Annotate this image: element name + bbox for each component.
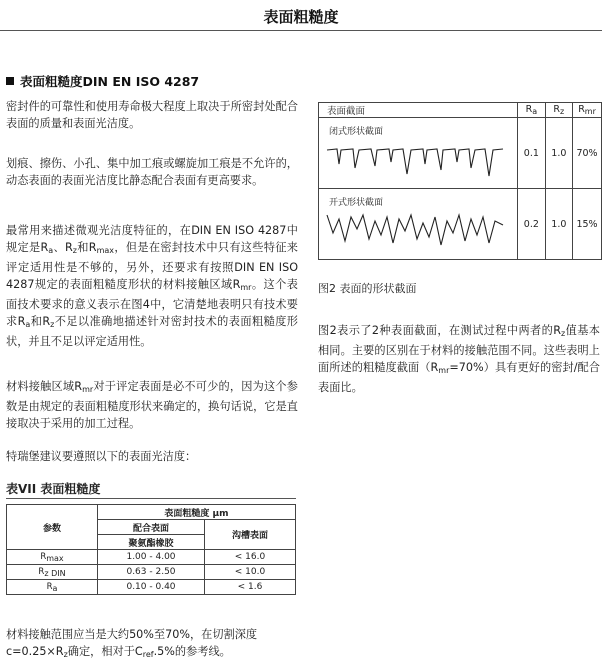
figure-col-rmr: $R_{mr}$ [573, 103, 602, 118]
figure-caption: 图2 表面的形状截面 [318, 282, 417, 295]
mating-cell: 1.00 - 4.00 [98, 550, 205, 565]
open-ra-value: 0.2 [518, 189, 545, 260]
param-cell: $R_{max}$ [7, 550, 98, 565]
figure-col-ra: $R_a$ [518, 103, 545, 118]
col-param-header: 参数 [7, 505, 98, 550]
table-row [7, 565, 296, 580]
param-cell: $R_{z DIN}$ [7, 565, 98, 580]
mating-cell: 0.10 - 0.40 [98, 580, 205, 595]
mating-cell: 0.63 - 2.50 [98, 565, 205, 580]
paragraph-material-contact: 材料接触区域$R_{mr}$对于评定表面是必不可少的，因为这个参数是由规定的表面粗糙度形状来确定的，换句话说，它是直接取决于采用的加工过程。 [6, 380, 298, 430]
figure-col-rz: $R_z$ [545, 103, 572, 118]
profile-figure-table [318, 102, 602, 260]
groove-cell: < 16.0 [205, 550, 296, 565]
paragraph-reliability: 密封件的可靠性和使用寿命极大程度上取决于所密封处配合表面的质量和表面光洁度。 [6, 100, 298, 130]
title-divider [0, 30, 602, 31]
open-rz-value: 1.0 [545, 189, 572, 260]
groove-cell: < 10.0 [205, 565, 296, 580]
paragraph-contact-range: 材料接触范围应当是大约50%至70%，在切割深度$c=0.25\times R_z$确定，相对于$C_{ref}.5\%$的参考线。 [6, 628, 258, 659]
figure-header-label: 表面截面 [319, 103, 518, 118]
closed-profile-label: 闭式形状截面 [329, 127, 384, 137]
table-title: 表VII 表面粗糙度 [6, 482, 101, 496]
section-heading-text: 表面粗糙度DIN EN ISO 4287 [20, 74, 200, 89]
col-material-header: 聚氨酯橡胶 [98, 535, 205, 550]
closed-ra-value: 0.1 [518, 118, 545, 189]
roughness-table [6, 504, 296, 595]
paragraph-figure-explanation: 图2表示了2种表面截面，在测试过程中两者的$R_z$值基本相同。主要的区别在于材料的接触范围不同。这些表明上面所述的粗糙度截面$(R_{mr}=70\%)$具有更好的密封/配合表面比。 [318, 324, 600, 394]
table-row [7, 580, 296, 595]
param-cell: $R_a$ [7, 580, 98, 595]
paragraph-defects: 划痕、擦伤、小孔、集中加工痕或螺旋加工痕是不允许的，动态表面的表面光洁度比静态配合表面有更高要求。 [6, 157, 298, 187]
open-profile-label: 开式形状截面 [329, 198, 384, 208]
page-title: 表面粗糙度 [263, 8, 339, 26]
open-rmr-value: 15% [573, 189, 602, 260]
roughness-top-header: 表面粗糙度 μm [98, 505, 296, 520]
closed-rz-value: 1.0 [545, 118, 572, 189]
groove-cell: < 1.6 [205, 580, 296, 595]
table-row [7, 550, 296, 565]
section-heading [6, 72, 199, 90]
paragraph-din-en-iso: 最常用来描述微观光洁度特征的，在DIN EN ISO 4287中规定是$R_a$、$R_z$和$R_{max}$，但是在密封技术中只有这些特征来评定适用性是不够的，另外，还要求有按照DIN EN ISO 4287规定的表面粗糙度形状的材料接触区域$R_{mr}$。这个表面技术要求的意义表示在图4中，它清楚地表明只有技术要求$R_a$和$R_z$不足以准确地描述针对密封技术的表面粗糙度形状，并且不足以评定适用性。 [6, 224, 298, 348]
closed-rmr-value: 70% [573, 118, 602, 189]
col-mating-header: 配合表面 [98, 520, 205, 535]
col-groove-header: 沟槽表面 [205, 520, 296, 550]
closed-profile-cell [319, 118, 518, 189]
table-title-divider [6, 498, 296, 499]
bullet-square-icon [6, 77, 14, 85]
paragraph-recommendation: 特瑞堡建议要遵照以下的表面光洁度： [6, 450, 197, 463]
open-profile-cell [319, 189, 518, 260]
